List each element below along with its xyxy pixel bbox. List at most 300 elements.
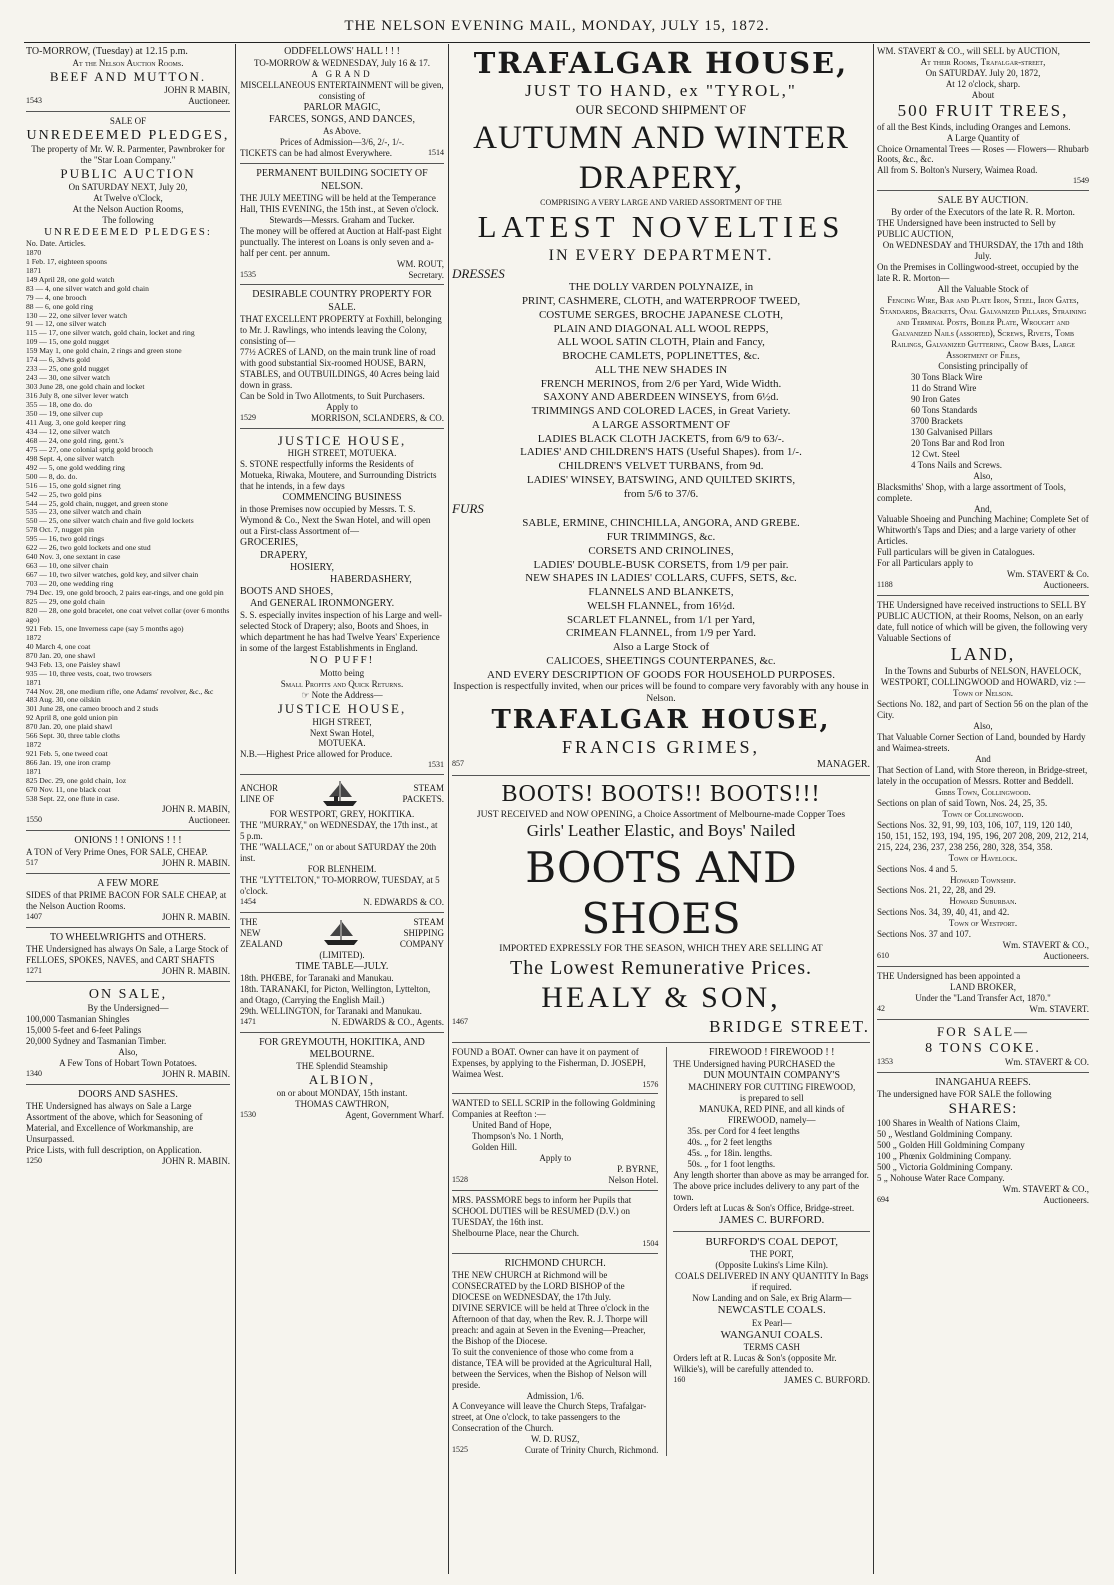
list-item: CRIMEAN FLANNEL, from 1/9 per Yard. (565, 627, 757, 640)
ad-text: Valuable Shoeing and Punching Machine; Complete Set of Whitworth's Taps and Dies; and a large variety of other Articles. (877, 514, 1089, 547)
ad-role: Auctioneers. (1043, 580, 1089, 591)
ad-text: OUR SECOND SHIPMENT OF (575, 102, 747, 118)
ad-text: (Opposite Lukins's Lime Kiln). (715, 1260, 829, 1271)
ad-text: Town of Havelock. (948, 852, 1018, 863)
ad-text: JUST TO HAND, ex "TYROL," (525, 81, 797, 101)
ad-text: At 12 o'clock, sharp. (945, 78, 1021, 89)
ad-text: On WEDNESDAY and THURSDAY, the 17th and 18th July. (882, 240, 1084, 262)
ad-text: A Few Tons of Hobart Town Potatoes. (59, 1058, 197, 1069)
list-item: BROCHE CAMLETS, POPLINETTES, &c. (562, 350, 760, 363)
ad-text: As Above. (323, 126, 361, 137)
list-item: 468 — 24, one gold ring, gent.'s (26, 435, 124, 445)
ad-text: TO-MORROW, (Tuesday) at 12.15 p.m. (26, 46, 188, 57)
list-item: 595 — 16, two gold rings (26, 534, 105, 544)
ad-text: Can be Sold in Two Allotments, to Suit Purchasers. (240, 390, 425, 401)
ad-number: 1250 (26, 1156, 42, 1166)
list-item: LADIES' AND CHILDREN'S HATS (Useful Shapes). from 1/-. (520, 446, 802, 459)
list-item: Also a Large Stock of (612, 641, 710, 654)
ad-text: For all Particulars apply to (877, 558, 973, 569)
ad-number: 1529 (240, 412, 256, 422)
ad-text: The undersigned have FOR SALE the following (877, 1089, 1052, 1100)
ad-heading: UNREDEEMED PLEDGES: (44, 225, 212, 238)
list-item: 500 „ Golden Hill Goldmining Company (877, 1140, 1025, 1151)
list-item: 91 — 12, one silver watch (26, 319, 107, 329)
ad-text: DIVINE SERVICE will be held at Three o'clock in the Afternoon of that day, when the Rev. R. J. Thorpe will preach: and again at Seven in the Evening—Preacher, the Bishop of the Diocese. (452, 1302, 649, 1346)
ad-text: LATEST NOVELTIES (477, 209, 845, 245)
ad-text: Thompson's No. 1 North, (472, 1131, 564, 1142)
list-item: 30 Tons Black Wire (911, 371, 983, 382)
ad-number: 1525 (452, 1445, 468, 1455)
ad-text: Sections Nos. 34, 39, 40, 41, and 42. (877, 907, 1010, 918)
ad-text: IMPORTED EXPRESSLY FOR THE SEASON, WHICH THEY ARE SELLING AT (499, 944, 823, 955)
list-item: CORSETS AND CRINOLINES, (588, 544, 734, 557)
ad-title: PERMANENT BUILDING SOCIETY OF NELSON. (256, 168, 428, 192)
ad-text: HIGH STREET, (312, 716, 372, 727)
ad-greymouth (240, 1037, 444, 1121)
ad-number: 1471 (240, 1016, 256, 1026)
ad-text: HIGH STREET, MOTUEKA. (287, 448, 397, 459)
ad-role: Auctioneers. (1043, 1195, 1089, 1206)
list-item: LADIES' DOUBLE-BUSK CORSETS, from 1/9 per pair. (533, 558, 789, 571)
ad-fruit-trees (877, 46, 1089, 191)
list-item: 866 Jan. 19, one iron cramp (26, 758, 111, 768)
ad-text: is prepared to sell (739, 1092, 804, 1103)
ad-doors (26, 1089, 230, 1167)
ad-number: 42 (877, 1004, 885, 1014)
ad-text: JUSTICE HOUSE, (277, 700, 407, 716)
ad-text: Town of Nelson. (952, 688, 1014, 699)
column-1 (26, 46, 230, 1576)
ad-text: FOR BLENHEIM. (307, 864, 377, 874)
list-item: COSTUME SERGES, BROCHE JAPANESE CLOTH, (538, 308, 784, 321)
ad-text: THE Undersigned having PURCHASED the (673, 1058, 835, 1069)
ad-title: TRAFALGAR HOUSE, (491, 705, 831, 736)
ad-text: Sections Nos. 21, 22, 28, and 29. (877, 885, 996, 896)
section-heading: DRESSES (452, 265, 505, 281)
ad-text: All from S. Bolton's Nursery, Waimea Road. (877, 165, 1038, 176)
ad-text: S. STONE respectfully informs the Residents of Motueka, Riwaka, Moutere, and Surrounding Districts that he intends, in a few days (240, 459, 437, 492)
ad-signature: Wm. STAVERT & CO. (1004, 1057, 1089, 1068)
list-item: 88 — 6, one gold ring (26, 301, 94, 311)
ad-justice-house (240, 433, 444, 776)
list-item: FUR TRIMMINGS, &c. (606, 531, 716, 544)
ad-text: That Section of Land, with Store thereon, in Bridge-street, lately in the occupation of Messrs. Rotter and Beddell. (877, 764, 1088, 786)
list-item: 301 June 28, one cameo brooch and 2 studs (26, 704, 159, 714)
ad-text: 18th. PHŒBE, for Taranaki and Manukau. (240, 972, 394, 983)
ad-text: Also, (118, 1047, 138, 1058)
ad-text: On the Premises in Collingwood-street, occupied by the late R. R. Morton— (877, 262, 1079, 284)
ad-text: Prices of Admission—3/6, 2/-, 1/-. (279, 137, 405, 148)
list-item: 870 Jan. 20, one plaid shawl (26, 722, 113, 732)
ad-number: 857 (452, 759, 464, 769)
ad-text: BOOTS AND SHOES (525, 842, 797, 944)
column-2 (240, 46, 444, 1576)
column-3 (452, 46, 870, 1576)
ad-boots (452, 780, 870, 1042)
list-item: FLANNELS AND BLANKETS, (588, 586, 734, 599)
ad-text: Orders left at R. Lucas & Son's (opposite Mr. Wilkie's), will be carefully attended to. (673, 1353, 837, 1374)
ad-text: Golden Hill. (472, 1142, 517, 1153)
ad-text: THE "MURRAY," on WEDNESDAY, the 17th inst., at 5 p.m. (240, 820, 438, 842)
list-item: NEW SHAPES IN LADIES' COLLARS, CUFFS, SETS, &c. (525, 572, 797, 585)
ad-signature: N. EDWARDS & CO. (363, 896, 444, 907)
ad-role: MANAGER. (816, 759, 870, 771)
ad-text: THE JULY MEETING will be held at the Temperance Hall, THIS EVENING, the 15th inst., at Seven o'clock. (240, 192, 439, 214)
ad-firewood (673, 1047, 870, 1232)
ad-land-broker (877, 971, 1089, 1020)
ad-text: Apply to (326, 401, 358, 412)
ad-text: Orders left at Lucas & Son's Office, Bridge-street. (673, 1202, 855, 1213)
ad-title: ODDFELLOWS' HALL ! ! ! (284, 46, 400, 57)
ad-text: And, (974, 503, 992, 514)
ad-signature: MORRISON, SCLANDERS, & CO. (310, 412, 444, 423)
ad-anchor-line (240, 779, 444, 913)
ad-text: DRAPERY, (260, 549, 308, 561)
ad-text: HEALY & SON, (541, 981, 781, 1015)
ad-beef-mutton (26, 46, 230, 112)
ad-text: THE Undersigned have received instructions to SELL BY PUBLIC AUCTION, at their Rooms, Nelson, on an early date, full notice of which will be given, the following very Valuable Sections of (877, 600, 1088, 644)
ad-text: At the Nelson Auction Rooms. (72, 58, 184, 69)
ad-text: 45s. „ for 18in. lengths. (687, 1147, 773, 1158)
list-item: 535 — 23, one silver watch and chain (26, 507, 142, 517)
ad-text: THE NEW CHURCH at Richmond will be CONSECRATED by the LORD BISHOP of the DIOCESE on WEDNESDAY, the 17th July. (452, 1269, 625, 1302)
list-item: 1 Feb. 17, eighteen spoons (26, 256, 107, 266)
ad-text: TIME TABLE—JULY. (295, 960, 389, 972)
ad-text: FOR WESTPORT, GREY, HOKITIKA. (269, 809, 415, 820)
ad-text: (LIMITED). (319, 949, 365, 960)
ad-number: 610 (877, 951, 889, 961)
ad-title: SALE BY AUCTION. (937, 195, 1029, 207)
ad-found-boat (452, 1047, 658, 1095)
ad-text: Under the "Land Transfer Act, 1870." (915, 993, 1051, 1004)
ad-land-sections (877, 600, 1089, 967)
shares-list (877, 1118, 1089, 1184)
lower-right-ads (666, 1047, 870, 1457)
ad-number: 1543 (26, 95, 42, 105)
ad-text: Girls' Leather Elastic, and Boys' Nailed (526, 821, 796, 841)
ad-number: 1407 (26, 912, 42, 922)
ad-text: Shelbourne Place, near the Church. (452, 1227, 579, 1238)
ad-text: At the Nelson Auction Rooms, (72, 203, 184, 214)
list-item: 1871 (26, 677, 42, 687)
ad-scrip (452, 1098, 658, 1191)
list-item: 40 March 4, one coat (26, 641, 91, 651)
ad-trafalgar-house (452, 46, 870, 776)
ad-text: GROCERIES, (240, 537, 299, 549)
list-item: 500 „ Victoria Goldmining Company. (877, 1162, 1013, 1173)
ad-text: 20,000 Sydney and Tasmanian Timber. (26, 1036, 167, 1047)
ad-text: 40s. „ for 2 feet lengths (687, 1136, 772, 1147)
ad-signature: THOMAS CAWTHRON, (295, 1098, 389, 1109)
list-item: 578 Oct. 7, nugget pin (26, 525, 94, 535)
ad-text: SHARES: (948, 1101, 1018, 1118)
list-item: 3700 Brackets (911, 415, 963, 426)
list-item: FRENCH MERINOS, from 2/6 per Yard, Wide Width. (540, 377, 782, 390)
ad-title: JUSTICE HOUSE, (277, 432, 407, 448)
ad-text: At their Rooms, Trafalgar-street, (920, 56, 1046, 67)
ad-text: HABERDASHERY, (330, 573, 412, 585)
list-item: 90 Iron Gates (911, 393, 960, 404)
list-item: 492 — 5, one gold wedding ring (26, 462, 125, 472)
ad-title: TO WHEELWRIGHTS and OTHERS. (49, 932, 207, 944)
ad-oddfellows (240, 46, 444, 164)
ad-passmore (452, 1195, 658, 1254)
list-item: 921 Feb. 5, one tweed coat (26, 749, 108, 759)
list-item: 544 — 25, gold chain, nugget, and green stone (26, 498, 168, 508)
ad-bacon (26, 878, 230, 928)
list-item: 667 — 10, two silver watches, gold key, and silver chain (26, 570, 199, 580)
ad-text: Inspection is respectfully invited, when our prices will be found to compare very favorably with any house in Nelson. (453, 682, 869, 704)
ad-text: MISCELLANEOUS ENTERTAINMENT will be given, consisting of (240, 80, 444, 102)
ad-text: STEAM (413, 783, 444, 794)
ad-text: Sections Nos. 37 and 107. (877, 929, 971, 940)
list-item: ALL THE NEW SHADES IN (594, 363, 728, 376)
ad-role: Auctioneer. (188, 814, 230, 825)
ad-signature: JOHN R. MABIN. (161, 912, 230, 923)
ad-on-sale (26, 986, 230, 1085)
list-item: 79 — 4, one brooch (26, 292, 87, 302)
ad-text: 77½ ACRES of LAND, on the main trunk line of road with good substantial Six-roomed HOUSE, BARN, STABLES, and OUTBUILDINGS, 40 Acres being laid down in grass. (240, 346, 440, 390)
ad-text: 35s. per Cord for 4 feet lengths (687, 1125, 800, 1136)
ad-text: PACKETS. (402, 794, 444, 805)
column-divider (873, 44, 874, 1574)
ad-role: Curate of Trinity Church, Richmond. (524, 1445, 659, 1456)
ad-text: FARCES, SONGS, AND DANCES, (269, 114, 415, 126)
ad-text: WANTED to SELL SCRIP in the following Goldmining Companies at Reefton :— (452, 1098, 656, 1120)
ad-number: 1514 (428, 148, 444, 158)
list-item: 316 July 8, one silver lever watch (26, 391, 129, 401)
ad-text: LAND BROKER, (949, 982, 1016, 993)
list-item: 566 Sept. 30, three table cloths (26, 731, 120, 741)
ad-richmond-church (452, 1258, 658, 1457)
ad-text: Howard Suburban. (949, 896, 1017, 907)
list-item: 20 Tons Bar and Rod Iron (911, 437, 1005, 448)
ad-text: COALS DELIVERED IN ANY QUANTITY In Bags if required. (675, 1271, 869, 1293)
list-item: 550 — 25, one silver watch chain and five gold lockets (26, 516, 194, 526)
ad-text: COMPANY (399, 938, 444, 949)
ad-number: 1340 (26, 1069, 42, 1079)
ad-text: THE (240, 916, 258, 927)
list-item: 820 — 28, one gold bracelet, one coat velvet collar (over 6 months ago) (26, 605, 230, 624)
ad-text: IN EVERY DEPARTMENT. (548, 247, 774, 265)
ad-country-property (240, 289, 444, 428)
list-item: 350 — 19, one silver cup (26, 408, 103, 418)
ad-text: United Band of Hope, (472, 1120, 552, 1131)
ad-role: Agent, Government Wharf. (345, 1109, 444, 1120)
ad-text: THE Undersigned have been instructed to Sell by PUBLIC AUCTION, (877, 218, 1056, 240)
ad-text: ZEALAND (240, 938, 283, 949)
list-item: PLAIN AND DIAGONAL ALL WOOL REPPS, (553, 322, 769, 335)
list-item: 1871 (26, 265, 42, 275)
ship-icon (321, 918, 361, 948)
list-item: 100 Shares in Wealth of Nations Claim, (877, 1118, 1020, 1129)
ad-text: The above price includes delivery to any part of the town. (673, 1180, 860, 1202)
ad-title: BOOTS! BOOTS!! BOOTS!!! (501, 781, 821, 808)
list-item: 538 Sept. 22, one flute in case. (26, 793, 120, 803)
ad-role: Auctioneer. (188, 95, 230, 106)
column-4 (877, 46, 1089, 1576)
ad-text: MACHINERY FOR CUTTING FIREWOOD, (688, 1081, 856, 1092)
ad-text: By the Undersigned— (87, 1003, 169, 1014)
ad-number: 1576 (642, 1079, 659, 1089)
ad-number: 1550 (26, 814, 42, 824)
ad-text: THE "WALLACE," on or about SATURDAY the 20th inst. (240, 842, 437, 864)
list-item: from 5/6 to 37/6. (623, 487, 699, 500)
ad-number: 694 (877, 1195, 889, 1205)
list-item: 475 — 27, one colonial sprig gold brooch (26, 444, 153, 454)
ad-text: 18th. TARANAKI, for Picton, Wellington, Lyttelton, and Otago, (Carrying the English Mail.) (240, 983, 431, 1005)
ad-title: UNREDEEMED PLEDGES, (26, 127, 230, 143)
ad-signature: JOHN R. MABIN. (161, 966, 230, 977)
ad-title: ONIONS ! ! ONIONS ! ! ! (74, 834, 182, 846)
ad-text: About (971, 89, 995, 100)
ad-number: 1353 (877, 1057, 893, 1067)
ad-number: 1535 (240, 269, 256, 279)
product-list (452, 281, 870, 501)
ad-text: Sections on plan of said Town, Nos. 24, 25, 35. (877, 797, 1048, 808)
ad-text: of all the Best Kinds, including Oranges and Lemons. (877, 121, 1071, 132)
ad-text: On SATURDAY. July 20, 1872, (925, 67, 1041, 78)
ad-number: 1531 (428, 760, 444, 770)
ad-text: To suit the convenience of those who come from a distance, TEA will be provided at the Agricultural Hall, between the Services, when the Bishop of Nelson will preside. (452, 1346, 652, 1390)
list-item: 174 — 6, 3dwts gold (26, 355, 90, 365)
ad-text: And GENERAL IRONMONGERY. (250, 598, 395, 610)
ad-title: RICHMOND CHURCH. (504, 1257, 606, 1269)
list-item: 1871 (26, 767, 42, 777)
ad-text: Howard Township. (950, 874, 1016, 885)
ad-text: on or about MONDAY, 15th instant. (276, 1087, 408, 1098)
list-item: CALICOES, SHEETINGS COUNTERPANES, &c. (546, 654, 776, 667)
ad-signature: P. BYRNE, (617, 1164, 659, 1175)
ad-text: NEW (240, 927, 261, 938)
masthead: THE NELSON EVENING MAIL, MONDAY, JULY 15, 1872. (344, 18, 770, 34)
list-item: 92 April 8, one gold union pin (26, 713, 118, 723)
ad-text: Sections Nos. 32, 91, 99, 103, 106, 107, 119, 120 140, 150, 151, 152, 193, 194, 195, 196, 207 208, 209, 212, 214, 215, 224, 236, 237, 238 256, 280, 328, 354, 358. (877, 819, 1089, 852)
list-item: 943 Feb. 13, one Paisley shawl (26, 659, 121, 669)
ad-text: MANUKA, RED PINE, and all kinds of FIREWOOD, namely— (698, 1103, 845, 1125)
list-item: 130 Galvanised Pillars (911, 426, 993, 437)
ad-text: N.B.—Highest Price allowed for Produce. (240, 749, 393, 760)
ad-text: MOTUEKA. (318, 738, 366, 749)
ad-text: 50s. „ for 1 foot lengths. (687, 1158, 776, 1169)
ad-inangahua-reefs (877, 1077, 1089, 1206)
list-item: 500 — 8, do. do. (26, 471, 78, 481)
masthead-rule (24, 42, 1090, 43)
ad-text: A TON of Very Prime Ones, FOR SALE, CHEAP. (26, 847, 208, 858)
ad-text: THE PORT, (749, 1249, 794, 1260)
ad-text: TERMS CASH (743, 1342, 800, 1353)
list-item: PRINT, CASHMERE, CLOTH, and WATERPROOF TWEED, (521, 295, 801, 308)
ad-text: S. S. especially invites inspection of his Large and well-selected Stock of Drapery; also, Boots and Shoes, in which department he has had Twelve Years' Experience in some of the largest Establishments in England. (240, 610, 443, 654)
ad-text: Town of Westport. (948, 918, 1018, 929)
ad-text: A Conveyance will leave the Church Steps, Trafalgar-street, at One o'clock, to take passengers to the Consecration of the Church. (452, 1401, 647, 1434)
list-item: 109 — 15, one gold nugget (26, 337, 110, 347)
list-item: 744 Nov. 28, one medium rifle, one Adams' revolver, &c., &c (26, 686, 214, 696)
ad-text: Choice Ornamental Trees — Roses — Flowers— Rhubarb Roots, &c., &c. (877, 143, 1089, 165)
list-item: 83 — 4, one silver watch and gold chain (26, 283, 149, 293)
ad-text: Stewards—Messrs. Graham and Tucker. (269, 214, 415, 225)
ad-text: At Twelve o'Clock, (93, 192, 163, 203)
ad-title: A FEW MORE (97, 877, 159, 889)
list-item: THE DOLLY VARDEN POLYNAIZE, in (568, 281, 754, 294)
ad-text: LINE OF (240, 794, 275, 805)
ad-text: in those Premises now occupied by Messrs. T. S. Wymond & Co., Next the Swan Hotel, and will open out a First-class Assortment of— (240, 504, 431, 537)
ad-signature: Wm. STAVERT. (1029, 1004, 1089, 1015)
ad-number: 1271 (26, 966, 42, 976)
list-item: 794 Dec. 19, one gold brooch, 2 pairs ear-rings, and one gold pin (26, 588, 224, 598)
list-item: 825 Dec. 29, one gold chain, 1oz (26, 776, 127, 786)
list-item: 498 Sept. 4, one silver watch (26, 453, 114, 463)
ad-text: THE Undersigned has always on Sale a Large Assortment of the above, which for Seasoning of Material, and Excellence of Workmanship, are Unsurpassed. (26, 1101, 203, 1145)
list-item: LADIES' WINSEY, BATSWING, AND QUILTED SKIRTS, (526, 473, 796, 486)
ad-text: Now Landing and on Sale, ex Brig Alarm— (692, 1293, 852, 1304)
ad-text: ANCHOR (240, 783, 279, 794)
ad-text: NEWCASTLE COALS. (717, 1304, 826, 1317)
ad-title: DOORS AND SASHES. (78, 1089, 178, 1101)
lower-ads (452, 1047, 870, 1457)
ad-text: 15,000 5-feet and 6-feet Palings (26, 1025, 142, 1036)
list-item: 243 — 30, one silver watch (26, 373, 110, 383)
ad-number: 1188 (877, 580, 893, 590)
ad-title: FOR SALE— (936, 1024, 1030, 1040)
ad-text: All the Valuable Stock of (937, 284, 1029, 295)
ad-text: A GRAND (311, 69, 373, 80)
ad-text: PUBLIC AUCTION (60, 165, 196, 181)
list-item: 5 „ Nohouse Water Race Company. (877, 1173, 1005, 1184)
list-item: 622 — 26, two gold lockets and one stud (26, 543, 151, 553)
ad-signature: JOHN R. MABIN. (161, 858, 230, 869)
list-item: 870 Jan. 20, one shawl (26, 650, 96, 660)
ad-title: BEEF AND MUTTON. (49, 69, 207, 85)
list-item: 640 Nov. 3, one sextant in case (26, 552, 121, 562)
ad-number: 1528 (452, 1175, 468, 1185)
ad-signature: Wm. STAVERT & Co. (1006, 569, 1089, 580)
ad-text: TO-MORROW & WEDNESDAY, July 16 & 17. (253, 58, 431, 69)
ad-text: ☞ Note the Address— (301, 689, 383, 700)
ad-text: NO PUFF! (309, 654, 375, 667)
ad-text: BRIDGE STREET. (709, 1016, 870, 1036)
list-item: 11 do Strand Wire (911, 382, 977, 393)
list-item: 115 — 17, one silver watch, gold chain, locket and ring (26, 328, 195, 338)
ad-text: AUTUMN AND WINTER DRAPERY, (473, 119, 849, 197)
ad-text: Blacksmiths' Shop, with a large assortment of Tools, complete. (877, 481, 1066, 503)
ad-text: On SATURDAY NEXT, July 20, (68, 181, 188, 192)
list-item: 825 — 29, one gold chain (26, 597, 105, 606)
list-item: 542 — 25, two gold pins (26, 489, 102, 499)
column-divider (235, 44, 236, 1574)
ad-text: Ex Pearl— (751, 1317, 792, 1328)
list-item: AND EVERY DESCRIPTION OF GOODS FOR HOUSEHOLD PURPOSES. (487, 668, 835, 681)
product-list (452, 517, 870, 682)
ad-text: Any length shorter than above as may be arranged for. (673, 1169, 869, 1180)
ad-text: Next Swan Hotel, (309, 727, 375, 738)
ad-text: Consisting principally of (938, 360, 1028, 371)
list-item: 60 Tons Standards (911, 404, 978, 415)
ad-text: WM. STAVERT & CO., will SELL by AUCTION, (877, 46, 1060, 56)
ad-number: 1467 (452, 1016, 468, 1026)
ad-text: JUST RECEIVED and NOW OPENING, a Choice Assortment of Melbourne-made Copper Toes (476, 809, 846, 820)
ad-text: LAND, (950, 644, 1016, 665)
list-item: 1870 (26, 247, 42, 257)
list-item: 149 April 28, one gold watch (26, 274, 115, 284)
ad-number: 160 (673, 1374, 686, 1384)
ad-text: TICKETS can be had almost Everywhere. (240, 148, 392, 159)
pledge-list (26, 249, 230, 804)
list-item: CHILDREN'S VELVET TURBANS, from 9d. (558, 460, 764, 473)
ad-signature: JOHN R MABIN, (164, 85, 230, 96)
ad-text: By order of the Executors of the late R. R. Morton. (891, 207, 1075, 218)
ad-number: 1454 (240, 896, 256, 906)
